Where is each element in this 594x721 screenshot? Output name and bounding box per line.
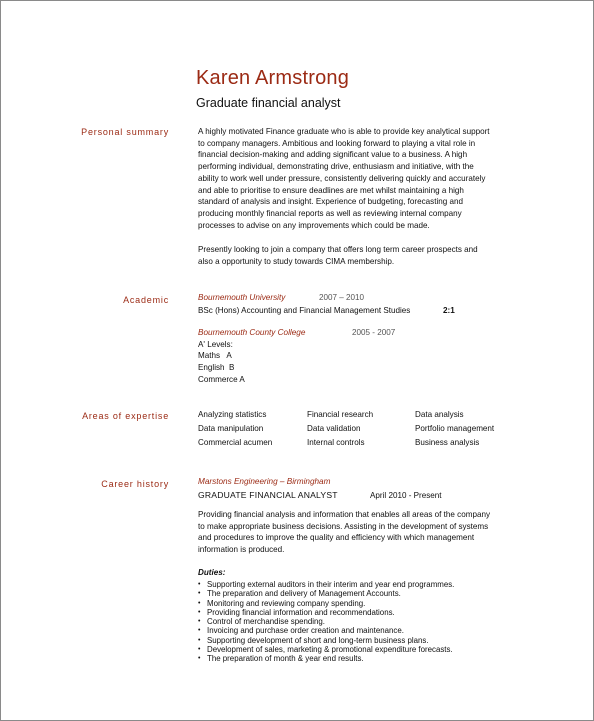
description-line: information is produced. xyxy=(198,545,285,555)
duty-text: The preparation and delivery of Management Accounts. xyxy=(207,589,401,599)
bullet-icon: • xyxy=(198,608,201,616)
list-item xyxy=(198,589,538,598)
summary-line: financial decision-making and adding significant value to a business. A high xyxy=(198,150,468,160)
duty-text: Supporting external auditors in their interim and year end programmes. xyxy=(207,580,455,589)
a-levels-heading: A' Levels: xyxy=(198,340,233,349)
section-label-career-history: Career history xyxy=(101,479,169,489)
skill-item: Portfolio management xyxy=(415,424,495,433)
summary-line: to company managers. Ambitious and looking forward to playing a vital role in xyxy=(198,138,476,148)
list-item xyxy=(198,608,538,617)
list-item xyxy=(198,654,538,663)
list-item xyxy=(198,626,538,635)
degree-grade: 2:1 xyxy=(443,306,455,315)
duty-text: Development of sales, marketing & promotional expenditure forecasts. xyxy=(207,645,453,655)
bullet-icon: • xyxy=(198,618,201,626)
bullet-icon: • xyxy=(198,655,201,663)
degree-title: BSc (Hons) Accounting and Financial Management Studies xyxy=(198,306,411,315)
duty-text: Providing financial information and recommendations. xyxy=(207,607,395,617)
summary-line: ability to work well under pressure, consistently delivering quickly and accurately xyxy=(198,173,486,183)
college-name: Bournemouth County College xyxy=(198,328,306,337)
section-label-personal-summary: Personal summary xyxy=(81,127,169,137)
list-item xyxy=(198,645,538,654)
bullet-icon: • xyxy=(198,636,201,644)
skill-item: Data manipulation xyxy=(198,424,264,433)
bullet-icon: • xyxy=(198,581,201,588)
skill-item: Financial research xyxy=(307,410,374,419)
a-level-item: Commerce A xyxy=(198,375,245,384)
skill-item: Data validation xyxy=(307,424,361,433)
list-item xyxy=(198,636,538,645)
summary-line: A highly motivated Finance graduate who is able to provide key analytical support xyxy=(198,127,490,136)
summary-line: performing individual, demonstrating drive, enthusiasm and initiative, with the xyxy=(198,162,474,172)
candidate-title: Graduate financial analyst xyxy=(196,96,341,110)
skill-item: Business analysis xyxy=(415,438,480,447)
bullet-icon: • xyxy=(198,590,201,598)
section-label-academic: Academic xyxy=(123,295,169,305)
a-level-item: English B xyxy=(198,363,235,372)
duties-heading: Duties: xyxy=(198,568,226,577)
personal-summary-paragraph xyxy=(198,126,528,231)
section-label-expertise: Areas of expertise xyxy=(82,411,169,421)
duty-text: The preparation of month & year end results. xyxy=(207,654,364,664)
career-goal-paragraph xyxy=(198,244,528,267)
goal-line: also a opportunity to study towards CIMA membership. xyxy=(198,256,395,266)
skill-item: Internal controls xyxy=(307,438,365,447)
summary-line: producing monthly financial reports as well as reviewing internal company xyxy=(198,208,462,218)
skill-item: Commercial acumen xyxy=(198,438,273,447)
skill-item: Analyzing statistics xyxy=(198,410,267,419)
skill-item: Data analysis xyxy=(415,410,464,419)
list-item xyxy=(198,617,538,626)
bullet-icon: • xyxy=(198,646,201,654)
bullet-icon: • xyxy=(198,627,201,635)
a-level-item: Maths A xyxy=(198,351,232,360)
bullet-icon: • xyxy=(198,599,201,607)
duty-text: Monitoring and reviewing company spending. xyxy=(207,598,366,608)
university-dates: 2007 – 2010 xyxy=(319,293,365,302)
summary-line: standard of analysis and insight. Experience of budgeting, forecasting and xyxy=(198,197,464,207)
duty-text: Supporting development of short and long-term business plans. xyxy=(207,635,429,645)
goal-line: Presently looking to join a company that offers long term career prospects and xyxy=(198,245,478,254)
description-line: to make appropriate business decisions. Assisting in the development of systems xyxy=(198,521,489,531)
employer-name: Marstons Engineering – Birmingham xyxy=(198,477,331,486)
duty-text: Invoicing and purchase order creation and maintenance. xyxy=(207,626,404,636)
candidate-name: Karen Armstrong xyxy=(196,67,350,89)
job-dates: April 2010 - Present xyxy=(370,491,442,500)
list-item xyxy=(198,580,538,589)
list-item xyxy=(198,599,538,608)
summary-line: processes to advise on any improvements which could be made. xyxy=(198,220,430,230)
university-name: Bournemouth University xyxy=(198,293,286,302)
description-line: Providing financial analysis and information that enables all areas of the company xyxy=(198,510,490,519)
description-line: and procedures to improve the quality and efficiency with which management xyxy=(198,533,475,543)
duty-text: Control of merchandise spending. xyxy=(207,617,325,627)
duties-list xyxy=(198,580,538,664)
summary-line: and able to prioritise to ensure deadlines are met whilst maintaining a high xyxy=(198,185,464,195)
job-description xyxy=(198,509,538,556)
college-dates: 2005 - 2007 xyxy=(352,328,396,337)
job-title: GRADUATE FINANCIAL ANALYST xyxy=(198,490,338,500)
